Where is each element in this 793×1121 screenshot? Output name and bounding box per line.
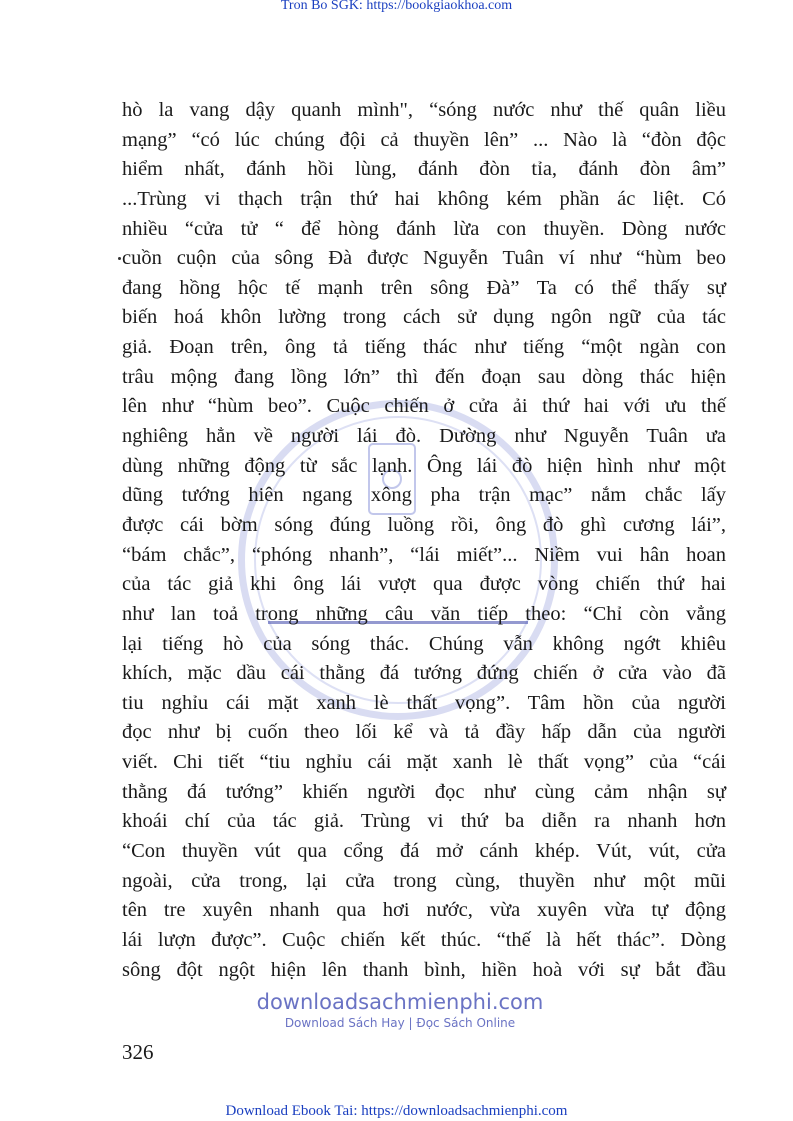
text-line: ...Trùng vi thạch trận thứ hai không kém phần ác liệt. Có [122,187,726,210]
text-line: thằng đá tướng” khiến người đọc như cùng cảm nhận sự [122,780,726,803]
text-line: lên như “hùm beo”. Cuộc chiến ở cửa ải thứ hai với ưu thế [122,395,726,418]
text-line: “Con thuyền vút qua cổng đá mở cánh khép. Vút, vút, cửa [122,840,726,863]
text-line: trâu mộng đang lồng lớn” thì đến đoạn sau dòng thác hiện [122,365,726,388]
text-line: ngoài, cửa trong, lại cửa trong cùng, thuyền như một mũi [122,869,726,892]
text-line: sông đột ngột hiện lên thanh bình, hiền hoà với sự bắt đầu [122,958,726,981]
scan-speck [118,257,121,260]
watermark-text [230,989,570,1031]
text-line: đang hồng hộc tế mạnh trên sông Đà” Ta có thể thấy sự [122,276,726,299]
text-line: của tác giả khi ông lái vượt qua được vòng chiến thứ hai [122,573,726,596]
text-line: dùng những động từ sắc lạnh. Ông lái đò hiện hình như một [122,454,726,477]
text-line: hò la vang dậy quanh mình", “sóng nước như thế quân liều [122,99,726,121]
text-line: như lan toả trong những câu văn tiếp theo: “Chỉ còn vẳng [122,602,726,625]
text-line: tiu nghỉu cái mặt xanh lè thất vọng”. Tâm hồn của người [122,691,726,714]
text-line: khoái chí của tác giả. Trùng vi thứ ba diễn ra nhanh hơn [122,810,726,833]
text-line: nhiều “cửa tử “ để hòng đánh lừa con thuyền. Dòng nước [122,217,726,240]
text-line: được cái bờm sóng đúng luồng rồi, ông đò ghì cương lái”, [122,513,726,536]
text-line: lái lượn được”. Cuộc chiến kết thúc. “thế là hết thác”. Dòng [122,928,726,951]
watermark-site: downloadsachmienphi.com [256,990,544,1014]
text-line: viết. Chi tiết “tiu nghỉu cái mặt xanh lè thất vọng” của “cái [122,751,726,774]
text-line: giả. Đoạn trên, ông tả tiếng thác như tiếng “một ngàn con [122,336,726,359]
text-line: khích, mặc dầu cái thằng đá tướng đứng chiến ở cửa vào đã [122,662,726,685]
header-link[interactable]: Tron Bo SGK: https://bookgiaokhoa.com [280,0,513,13]
text-line: “bám chắc”, “phóng nhanh”, “lái miết”... Niềm vui hân hoan [122,543,726,566]
document-body [122,96,726,985]
text-line: hiểm nhất, đánh hồi lùng, đánh đòn tỉa, đánh đòn âm” [122,158,726,181]
text-line: cuồn cuộn của sông Đà được Nguyễn Tuân ví như “hùm beo [122,247,726,270]
text-line: tên tre xuyên nhanh qua hơi nước, vừa xuyên vừa tự động [122,899,726,922]
text-line: dũng tướng hiên ngang xông pha trận mạc” nắm chắc lấy [122,484,726,507]
page-number: 326 [122,1040,154,1064]
footer-link[interactable]: Download Ebook Tai: https://downloadsachmienphi.com [225,1103,568,1119]
text-line: nghiêng hẳn về người lái đò. Dường như Nguyễn Tuân ưa [122,425,726,448]
watermark-slogan: Download Sách Hay | Đọc Sách Online [284,1016,516,1030]
text-line: lại tiếng hò của sóng thác. Chúng vẫn không ngớt khiêu [122,632,726,655]
text-line: mạng” “có lúc chúng đội cả thuyền lên” ... Nào là “đòn độc [122,128,726,151]
text-line: biến hoá khôn lường trong cách sử dụng ngôn ngữ của tác [122,306,726,329]
text-line: đọc như bị cuốn theo lối kể và tả đầy hấp dẫn của người [122,721,726,744]
